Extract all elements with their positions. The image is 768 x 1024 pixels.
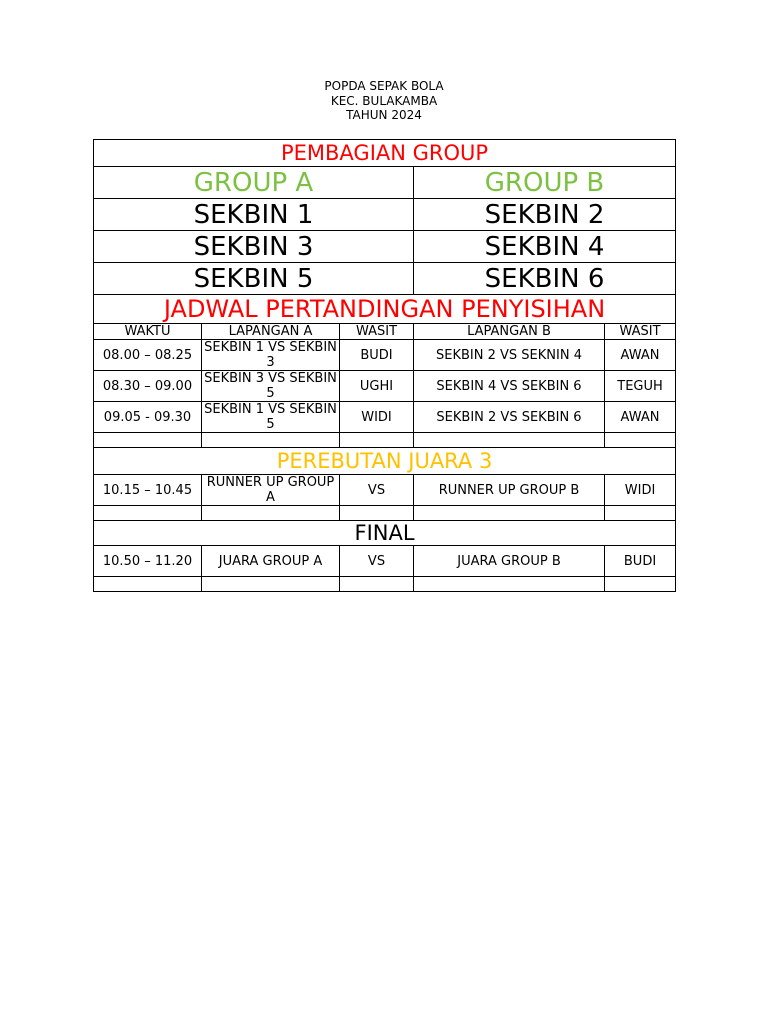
column-header-lapangan-b: LAPANGAN B — [414, 324, 605, 340]
final-title-row — [94, 521, 676, 546]
match-lapangan-a: SEKBIN 1 VS SEKBIN 5 — [202, 402, 340, 433]
pembagian-title: PEMBAGIAN GROUP — [94, 140, 676, 167]
final-lapangan-a: JUARA GROUP A — [202, 546, 340, 577]
juara3-time: 10.15 – 10.45 — [94, 475, 202, 506]
match-lapangan-b: SEKBIN 2 VS SEKBIN 6 — [414, 402, 605, 433]
group-a-team: SEKBIN 3 — [94, 231, 414, 263]
empty-cell — [605, 433, 676, 448]
empty-cell — [414, 506, 605, 521]
empty-cell — [605, 577, 676, 592]
empty-cell — [94, 506, 202, 521]
column-header-waktu: WAKTU — [94, 324, 202, 340]
group-b-team: SEKBIN 6 — [414, 263, 676, 295]
empty-cell — [202, 506, 340, 521]
match-row — [94, 340, 676, 371]
empty-row — [94, 433, 676, 448]
group-header-row — [94, 167, 676, 199]
final-wasit: BUDI — [605, 546, 676, 577]
jadwal-title: JADWAL PERTANDINGAN PENYISIHAN — [94, 295, 676, 324]
group-row — [94, 199, 676, 231]
group-b-heading: GROUP B — [414, 167, 676, 199]
match-lapangan-b: SEKBIN 2 VS SEKNIN 4 — [414, 340, 605, 371]
group-a-team: SEKBIN 1 — [94, 199, 414, 231]
group-b-team: SEKBIN 4 — [414, 231, 676, 263]
document-header — [0, 79, 768, 123]
empty-cell — [340, 506, 414, 521]
group-row — [94, 263, 676, 295]
match-row — [94, 402, 676, 433]
match-wasit-b: AWAN — [605, 340, 676, 371]
empty-cell — [340, 433, 414, 448]
empty-cell — [94, 577, 202, 592]
match-wasit-b: AWAN — [605, 402, 676, 433]
empty-cell — [94, 433, 202, 448]
empty-cell — [340, 577, 414, 592]
empty-cell — [202, 577, 340, 592]
pembagian-title-row — [94, 140, 676, 167]
juara3-lapangan-b: RUNNER UP GROUP B — [414, 475, 605, 506]
schedule-table — [93, 139, 676, 592]
header-line-1: POPDA SEPAK BOLA — [324, 79, 444, 93]
empty-row — [94, 577, 676, 592]
juara3-vs: VS — [340, 475, 414, 506]
final-lapangan-b: JUARA GROUP B — [414, 546, 605, 577]
juara3-title: PEREBUTAN JUARA 3 — [94, 448, 676, 475]
match-wasit-b: TEGUH — [605, 371, 676, 402]
juara3-match-row — [94, 475, 676, 506]
header-line-3: TAHUN 2024 — [346, 108, 422, 122]
match-time: 09.05 - 09.30 — [94, 402, 202, 433]
match-row — [94, 371, 676, 402]
jadwal-title-row — [94, 295, 676, 324]
juara3-wasit: WIDI — [605, 475, 676, 506]
match-lapangan-a: SEKBIN 1 VS SEKBIN 3 — [202, 340, 340, 371]
match-lapangan-b: SEKBIN 4 VS SEKBIN 6 — [414, 371, 605, 402]
match-wasit-a: UGHI — [340, 371, 414, 402]
final-vs: VS — [340, 546, 414, 577]
match-time: 08.30 – 09.00 — [94, 371, 202, 402]
match-wasit-a: WIDI — [340, 402, 414, 433]
match-lapangan-a: SEKBIN 3 VS SEKBIN 5 — [202, 371, 340, 402]
column-header-wasit-b: WASIT — [605, 324, 676, 340]
column-header-lapangan-a: LAPANGAN A — [202, 324, 340, 340]
match-wasit-a: BUDI — [340, 340, 414, 371]
empty-cell — [202, 433, 340, 448]
empty-cell — [605, 506, 676, 521]
group-a-team: SEKBIN 5 — [94, 263, 414, 295]
final-title: FINAL — [94, 521, 676, 546]
empty-cell — [414, 577, 605, 592]
final-match-row — [94, 546, 676, 577]
match-time: 08.00 – 08.25 — [94, 340, 202, 371]
header-line-2: KEC. BULAKAMBA — [330, 93, 438, 108]
column-header-wasit-a: WASIT — [340, 324, 414, 340]
final-time: 10.50 – 11.20 — [94, 546, 202, 577]
group-row — [94, 231, 676, 263]
group-a-heading: GROUP A — [94, 167, 414, 199]
empty-row — [94, 506, 676, 521]
empty-cell — [414, 433, 605, 448]
juara3-title-row — [94, 448, 676, 475]
group-b-team: SEKBIN 2 — [414, 199, 676, 231]
juara3-lapangan-a: RUNNER UP GROUP A — [202, 475, 340, 506]
column-header-row — [94, 324, 676, 340]
